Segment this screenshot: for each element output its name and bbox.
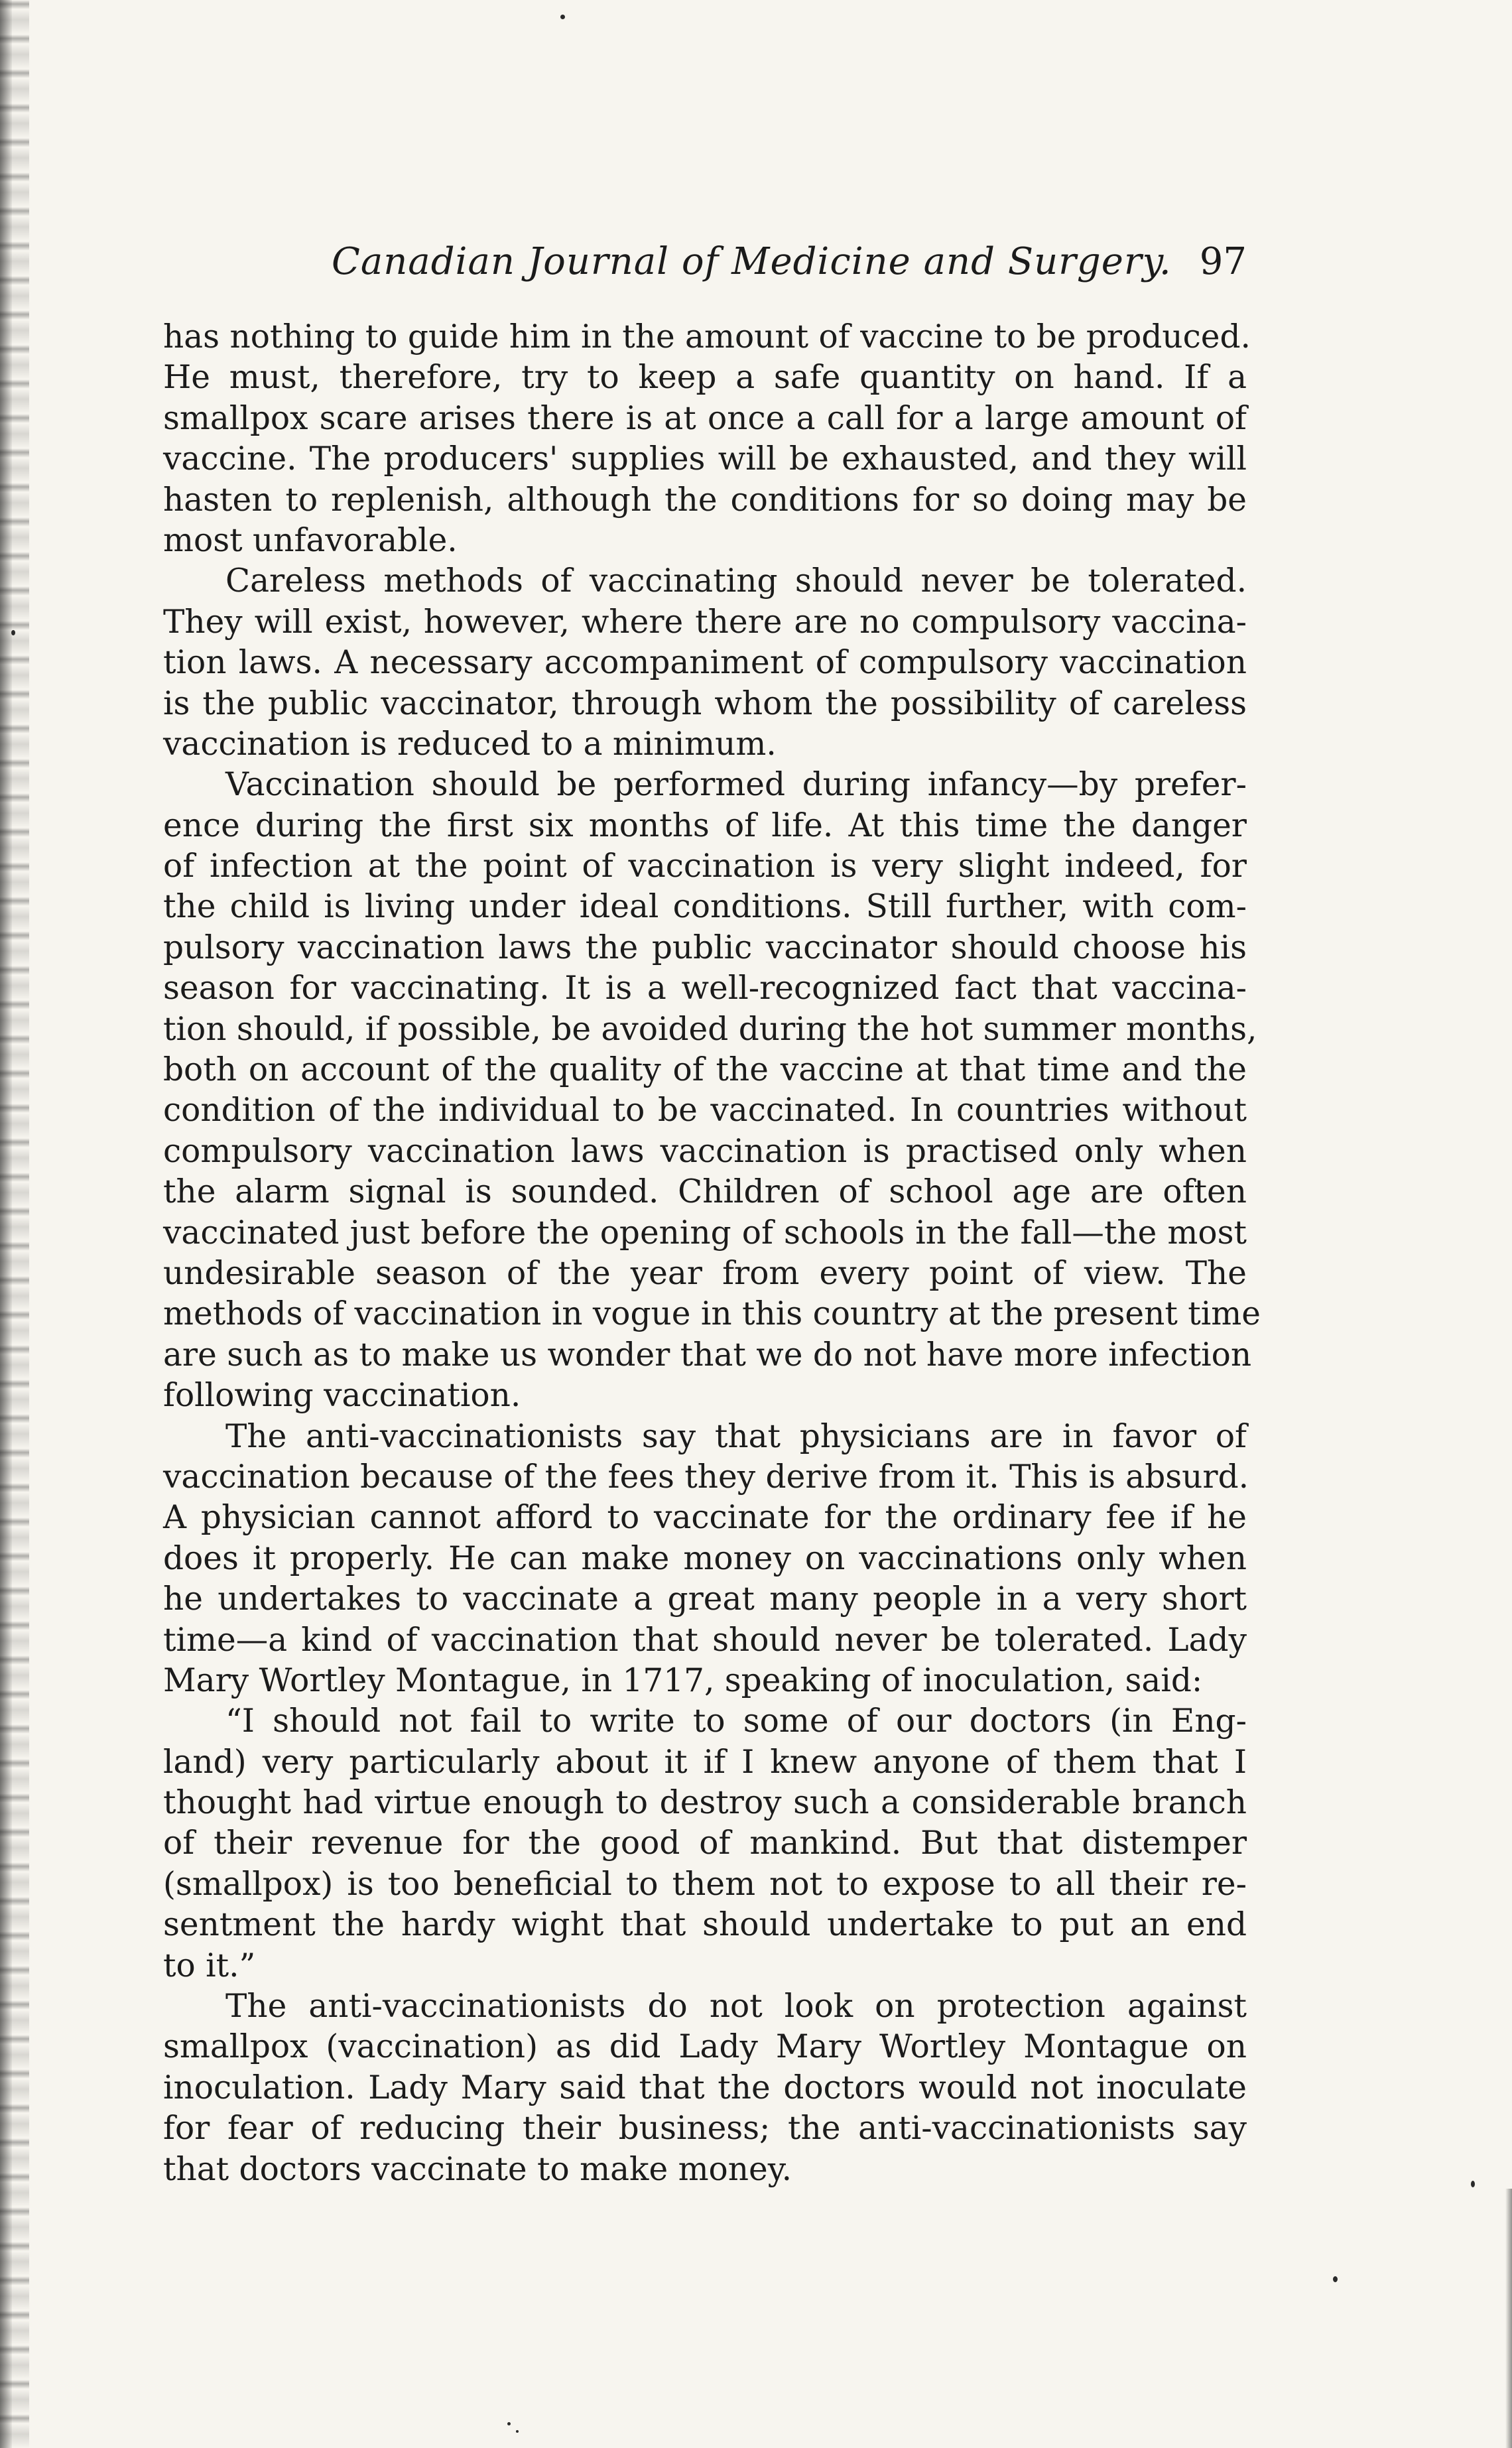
scan-speck — [1333, 2276, 1338, 2282]
scan-speck — [1471, 2181, 1475, 2187]
paragraph-line: They will exist, however, where there are no compulsory vaccina- — [163, 603, 1247, 641]
paragraph-line: tion should, if possible, be avoided during the hot summer months, — [163, 1010, 1257, 1048]
paragraph-line: smallpox scare arises there is at once a call for a large amount of — [163, 399, 1247, 437]
paragraph-first-line: Vaccination should be performed during infancy—by prefer- — [225, 766, 1247, 804]
scan-speck — [11, 630, 15, 635]
binding-edge — [0, 0, 29, 2448]
paragraph-line: does it properly. He can make money on vaccinations only when — [163, 1539, 1247, 1577]
paragraph-line: the child is living under ideal conditions. Still further, with com- — [163, 888, 1247, 926]
paragraph-line: for fear of reducing their business; the anti-vaccinationists say — [163, 2110, 1247, 2148]
paragraph-line: Mary Wortley Montague, in 1717, speaking of inoculation, said: — [163, 1661, 1203, 1699]
paragraph-line: ence during the first six months of life. At this time the danger — [163, 806, 1247, 844]
running-header — [332, 240, 1247, 293]
paragraph-line: are such as to make us wonder that we do not have more infection — [163, 1336, 1252, 1374]
paragraph-line: that doctors vaccinate to make money. — [163, 2150, 792, 2188]
scan-speck — [560, 15, 565, 19]
paragraph-line: to it.” — [163, 1947, 256, 1984]
paragraph-line: (smallpox) is too beneficial to them not to expose to all their re- — [163, 1865, 1247, 1903]
paragraph-first-line: The anti-vaccinationists do not look on protection against — [225, 1988, 1247, 2026]
paragraph-line: pulsory vaccination laws the public vaccinator should choose his — [163, 929, 1247, 966]
paragraph-line: of their revenue for the good of mankind. But that distemper — [163, 1825, 1247, 1862]
paragraph-line: thought had virtue enough to destroy such a considerable branch — [163, 1784, 1247, 1822]
page-edge-shadow — [1505, 2189, 1512, 2448]
scan-speck — [516, 2430, 519, 2433]
paragraph-line: both on account of the quality of the vaccine at that time and the — [163, 1051, 1247, 1089]
paragraph-line: time—a kind of vaccination that should never be tolerated. Lady — [163, 1621, 1247, 1659]
paragraph-line: smallpox (vaccination) as did Lady Mary Wortley Montague on — [163, 2028, 1247, 2066]
paragraph-line: land) very particularly about it if I knew anyone of them that I — [163, 1743, 1247, 1781]
paragraph-line: is the public vaccinator, through whom the possibility of careless — [163, 684, 1247, 722]
paragraph-line: A physician cannot afford to vaccinate for the ordinary fee if he — [163, 1499, 1247, 1537]
paragraph-line: of infection at the point of vaccination is very slight indeed, for — [163, 848, 1247, 885]
paragraph-line: He must, therefore, try to keep a safe quantity on hand. If a — [163, 359, 1247, 397]
paragraph-line: vaccination is reduced to a minimum. — [163, 725, 777, 763]
article-body — [163, 317, 1261, 2190]
paragraph-line: inoculation. Lady Mary said that the doctors would not inoculate — [163, 2069, 1247, 2106]
paragraph-line: compulsory vaccination laws vaccination is practised only when — [163, 1132, 1247, 1170]
page-number: 97 — [1199, 240, 1247, 283]
paragraph-line: following vaccination. — [163, 1377, 521, 1415]
paragraph-line: vaccine. The producers' supplies will be exhausted, and they will — [163, 440, 1247, 478]
paragraph-line: condition of the individual to be vaccinated. In countries without — [163, 1092, 1247, 1129]
paragraph-line: season for vaccinating. It is a well-recognized fact that vaccina- — [163, 970, 1247, 1007]
paragraph-line: vaccinated just before the opening of schools in the fall—the most — [163, 1214, 1247, 1252]
paragraph-line: methods of vaccination in vogue in this country at the present time — [163, 1295, 1261, 1333]
scan-speck — [507, 2422, 511, 2425]
paragraph-line: sentment the hardy wight that should undertake to put an end — [163, 1906, 1247, 1944]
paragraph-line: tion laws. A necessary accompaniment of compulsory vaccination — [163, 644, 1247, 682]
paragraph-first-line: has nothing to guide him in the amount of vaccine to be produced. — [163, 318, 1251, 355]
paragraph-line: undesirable season of the year from every point of view. The — [163, 1254, 1247, 1292]
paragraph-first-line: The anti-vaccinationists say that physicians are in favor of — [225, 1417, 1247, 1455]
paragraph-first-line: Careless methods of vaccinating should never be tolerated. — [225, 562, 1247, 600]
paragraph-line: vaccination because of the fees they derive from it. This is absurd. — [163, 1458, 1249, 1496]
paragraph-line: hasten to replenish, although the conditions for so doing may be — [163, 481, 1247, 519]
paragraph-line: most unfavorable. — [163, 521, 458, 559]
paragraph-line: he undertakes to vaccinate a great many people in a very short — [163, 1580, 1247, 1618]
paragraph-first-line: “I should not fail to write to some of our doctors (in Eng- — [225, 1703, 1247, 1740]
paragraph-line: the alarm signal is sounded. Children of school age are often — [163, 1173, 1247, 1211]
journal-title: Canadian Journal of Medicine and Surgery. — [332, 240, 1172, 283]
